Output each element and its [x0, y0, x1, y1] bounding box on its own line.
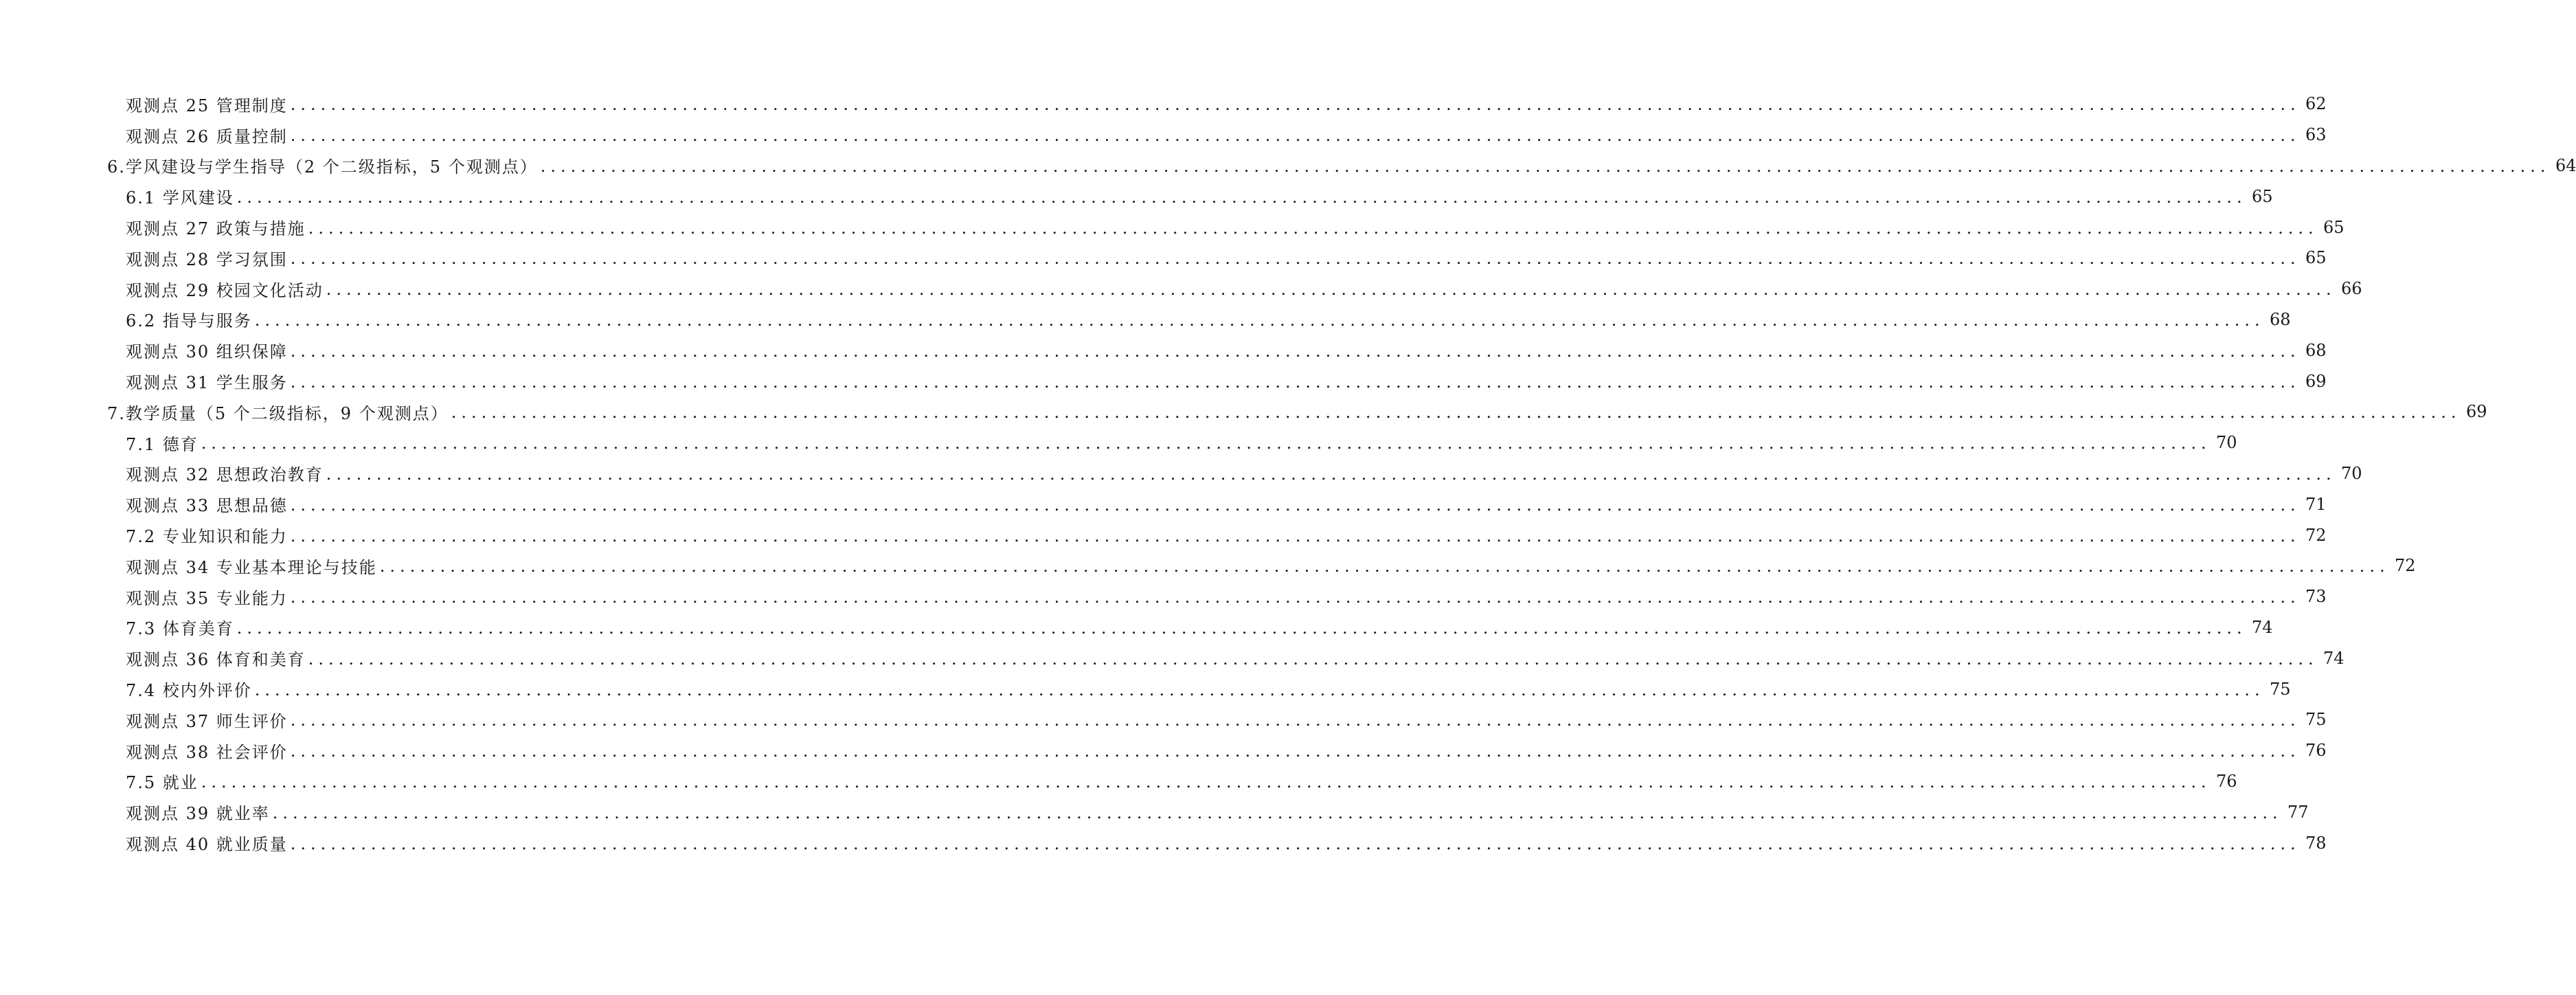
toc-entry-title: 观测点 39 就业率	[126, 804, 270, 824]
toc-entry[interactable]	[0, 581, 2327, 612]
toc-entry-line	[126, 120, 2327, 150]
toc-entry-page-number: 68	[2305, 340, 2327, 360]
toc-entry-title: 观测点 27 政策与措施	[126, 219, 306, 239]
toc-entry-page-number: 76	[2305, 741, 2327, 761]
toc-entry-title: 观测点 40 就业质量	[126, 835, 288, 855]
toc-dot-leader: ........................................................................................................................................................................................................	[201, 772, 2211, 792]
toc-entry-page-number: 65	[2305, 248, 2327, 268]
toc-entry[interactable]	[0, 335, 2327, 366]
toc-entry[interactable]	[0, 550, 2416, 581]
toc-entry-line	[126, 489, 2327, 519]
toc-entry[interactable]	[0, 273, 2362, 304]
toc-entry-page-number: 70	[2216, 433, 2237, 453]
toc-entry-page-number: 72	[2305, 525, 2327, 545]
toc-dot-leader: ........................................................................................................................................................................................................	[326, 464, 2336, 484]
toc-entry-title: 7.教学质量（5 个二级指标，9 个观测点）	[107, 403, 449, 423]
toc-dot-leader: ........................................................................................................................................................................................................	[451, 403, 2461, 423]
toc-entry-line	[126, 704, 2327, 735]
toc-dot-leader: ........................................................................................................................................................................................................	[290, 834, 2301, 853]
toc-entry-title: 观测点 32 思想政治教育	[126, 465, 324, 485]
toc-entry-line	[126, 581, 2327, 612]
toc-entry[interactable]	[0, 519, 2327, 550]
toc-entry-title: 观测点 38 社会评价	[126, 742, 288, 762]
toc-entry[interactable]	[0, 673, 2291, 704]
toc-entry-title: 观测点 26 质量控制	[126, 126, 288, 146]
toc-dot-leader: ........................................................................................................................................................................................................	[290, 126, 2301, 146]
toc-entry-title: 观测点 29 校园文化活动	[126, 280, 324, 300]
toc-entry-title: 6.1 学风建设	[126, 188, 234, 208]
toc-entry[interactable]	[0, 427, 2237, 458]
toc-dot-leader: ........................................................................................................................................................................................................	[290, 95, 2301, 115]
toc-entry[interactable]	[0, 704, 2327, 735]
toc-entry-title: 观测点 34 专业基本理论与技能	[126, 557, 377, 577]
toc-entry-title: 观测点 28 学习氛围	[126, 249, 288, 269]
toc-entry-line	[126, 366, 2327, 396]
toc-entry-title: 观测点 37 师生评价	[126, 711, 288, 731]
toc-entry-line	[126, 550, 2416, 581]
toc-entry-page-number: 64	[2555, 155, 2576, 175]
toc-entry-title: 观测点 30 组织保障	[126, 342, 288, 362]
toc-entry[interactable]	[0, 304, 2291, 335]
toc-entry-page-number: 77	[2287, 802, 2309, 822]
toc-entry-line	[126, 273, 2362, 304]
toc-dot-leader: ........................................................................................................................................................................................................	[326, 280, 2336, 300]
toc-entry-line	[126, 519, 2327, 550]
toc-entry[interactable]	[0, 458, 2362, 489]
toc-entry-page-number: 73	[2305, 587, 2327, 607]
toc-dot-leader: ........................................................................................................................................................................................................	[201, 434, 2211, 454]
toc-entry-page-number: 76	[2216, 771, 2237, 791]
toc-entry-page-number: 75	[2270, 679, 2291, 699]
toc-entry-line	[107, 150, 2576, 181]
toc-entry-page-number: 70	[2341, 463, 2362, 483]
toc-entry-title: 7.4 校内外评价	[126, 681, 252, 701]
toc-dot-leader: ........................................................................................................................................................................................................	[290, 495, 2301, 515]
toc-entry[interactable]	[0, 612, 2273, 643]
toc-entry-line	[107, 396, 2487, 427]
toc-entry-page-number: 66	[2341, 279, 2362, 299]
toc-entry-line	[126, 89, 2327, 120]
toc-entry-line	[126, 335, 2327, 366]
toc-entry-line	[126, 181, 2273, 212]
toc-dot-leader: ........................................................................................................................................................................................................	[290, 588, 2301, 607]
toc-entry-page-number: 65	[2323, 217, 2345, 237]
toc-entry-line	[126, 827, 2327, 858]
toc-entry-title: 7.1 德育	[126, 434, 199, 454]
toc-entry-line	[126, 673, 2291, 704]
toc-entry-line	[126, 304, 2291, 335]
toc-dot-leader: ........................................................................................................................................................................................................	[290, 741, 2301, 761]
toc-entry-title: 7.5 就业	[126, 773, 199, 793]
toc-entry-page-number: 65	[2252, 186, 2273, 206]
toc-entry[interactable]	[0, 181, 2273, 212]
toc-entry-title: 观测点 36 体育和美育	[126, 650, 306, 670]
toc-entry-title: 观测点 31 学生服务	[126, 373, 288, 393]
toc-entry[interactable]	[0, 243, 2327, 273]
toc-dot-leader: ........................................................................................................................................................................................................	[379, 557, 2390, 577]
toc-entry[interactable]	[0, 89, 2327, 120]
toc-entry[interactable]	[0, 735, 2327, 766]
table-of-contents	[0, 89, 2576, 858]
toc-entry-line	[126, 212, 2345, 243]
toc-dot-leader: ........................................................................................................................................................................................................	[290, 341, 2301, 361]
toc-entry-line	[126, 796, 2309, 827]
toc-entry[interactable]	[0, 489, 2327, 519]
toc-dot-leader: ........................................................................................................................................................................................................	[254, 680, 2265, 700]
toc-entry-title: 观测点 35 专业能力	[126, 588, 288, 608]
toc-entry[interactable]	[0, 120, 2327, 150]
toc-dot-leader: ........................................................................................................................................................................................................	[540, 156, 2551, 176]
toc-dot-leader: ........................................................................................................................................................................................................	[308, 218, 2318, 238]
toc-entry[interactable]	[0, 827, 2327, 858]
toc-entry[interactable]	[0, 642, 2345, 673]
toc-dot-leader: ........................................................................................................................................................................................................	[290, 249, 2301, 269]
toc-dot-leader: ........................................................................................................................................................................................................	[254, 310, 2265, 330]
toc-entry-page-number: 69	[2465, 402, 2487, 422]
toc-entry-title: 观测点 25 管理制度	[126, 96, 288, 115]
toc-entry-page-number: 74	[2323, 648, 2345, 668]
toc-entry-line	[126, 243, 2327, 273]
toc-dot-leader: ........................................................................................................................................................................................................	[290, 372, 2301, 392]
toc-entry[interactable]	[0, 766, 2237, 797]
toc-entry-page-number: 68	[2270, 309, 2291, 329]
toc-entry-page-number: 69	[2305, 371, 2327, 391]
toc-entry-page-number: 62	[2305, 94, 2327, 114]
toc-entry-line	[126, 642, 2345, 673]
toc-dot-leader: ........................................................................................................................................................................................................	[272, 803, 2283, 823]
toc-entry[interactable]	[0, 150, 2576, 181]
toc-entry-page-number: 71	[2305, 494, 2327, 514]
toc-entry[interactable]	[0, 396, 2487, 427]
toc-dot-leader: ........................................................................................................................................................................................................	[308, 649, 2318, 669]
toc-entry-title: 7.2 专业知识和能力	[126, 527, 288, 547]
toc-entry-line	[126, 427, 2237, 458]
toc-entry-title: 7.3 体育美育	[126, 619, 234, 639]
toc-entry[interactable]	[0, 796, 2309, 827]
toc-entry-line	[126, 458, 2362, 489]
toc-entry-page-number: 63	[2305, 125, 2327, 145]
toc-entry-title: 观测点 33 思想品德	[126, 496, 288, 516]
toc-entry-title: 6.学风建设与学生指导（2 个二级指标，5 个观测点）	[107, 157, 538, 177]
toc-entry-page-number: 75	[2305, 710, 2327, 730]
toc-entry-page-number: 74	[2252, 617, 2273, 637]
toc-entry-line	[126, 766, 2237, 797]
toc-entry[interactable]	[0, 366, 2327, 396]
toc-entry-line	[126, 612, 2273, 643]
toc-dot-leader: ........................................................................................................................................................................................................	[236, 187, 2247, 207]
toc-entry-page-number: 78	[2305, 833, 2327, 853]
toc-dot-leader: ........................................................................................................................................................................................................	[236, 618, 2247, 638]
toc-entry-title: 6.2 指导与服务	[126, 311, 252, 331]
toc-entry[interactable]	[0, 212, 2345, 243]
toc-entry-line	[126, 735, 2327, 766]
toc-entry-page-number: 72	[2395, 556, 2416, 576]
toc-dot-leader: ........................................................................................................................................................................................................	[290, 711, 2301, 730]
toc-dot-leader: ........................................................................................................................................................................................................	[290, 526, 2301, 546]
